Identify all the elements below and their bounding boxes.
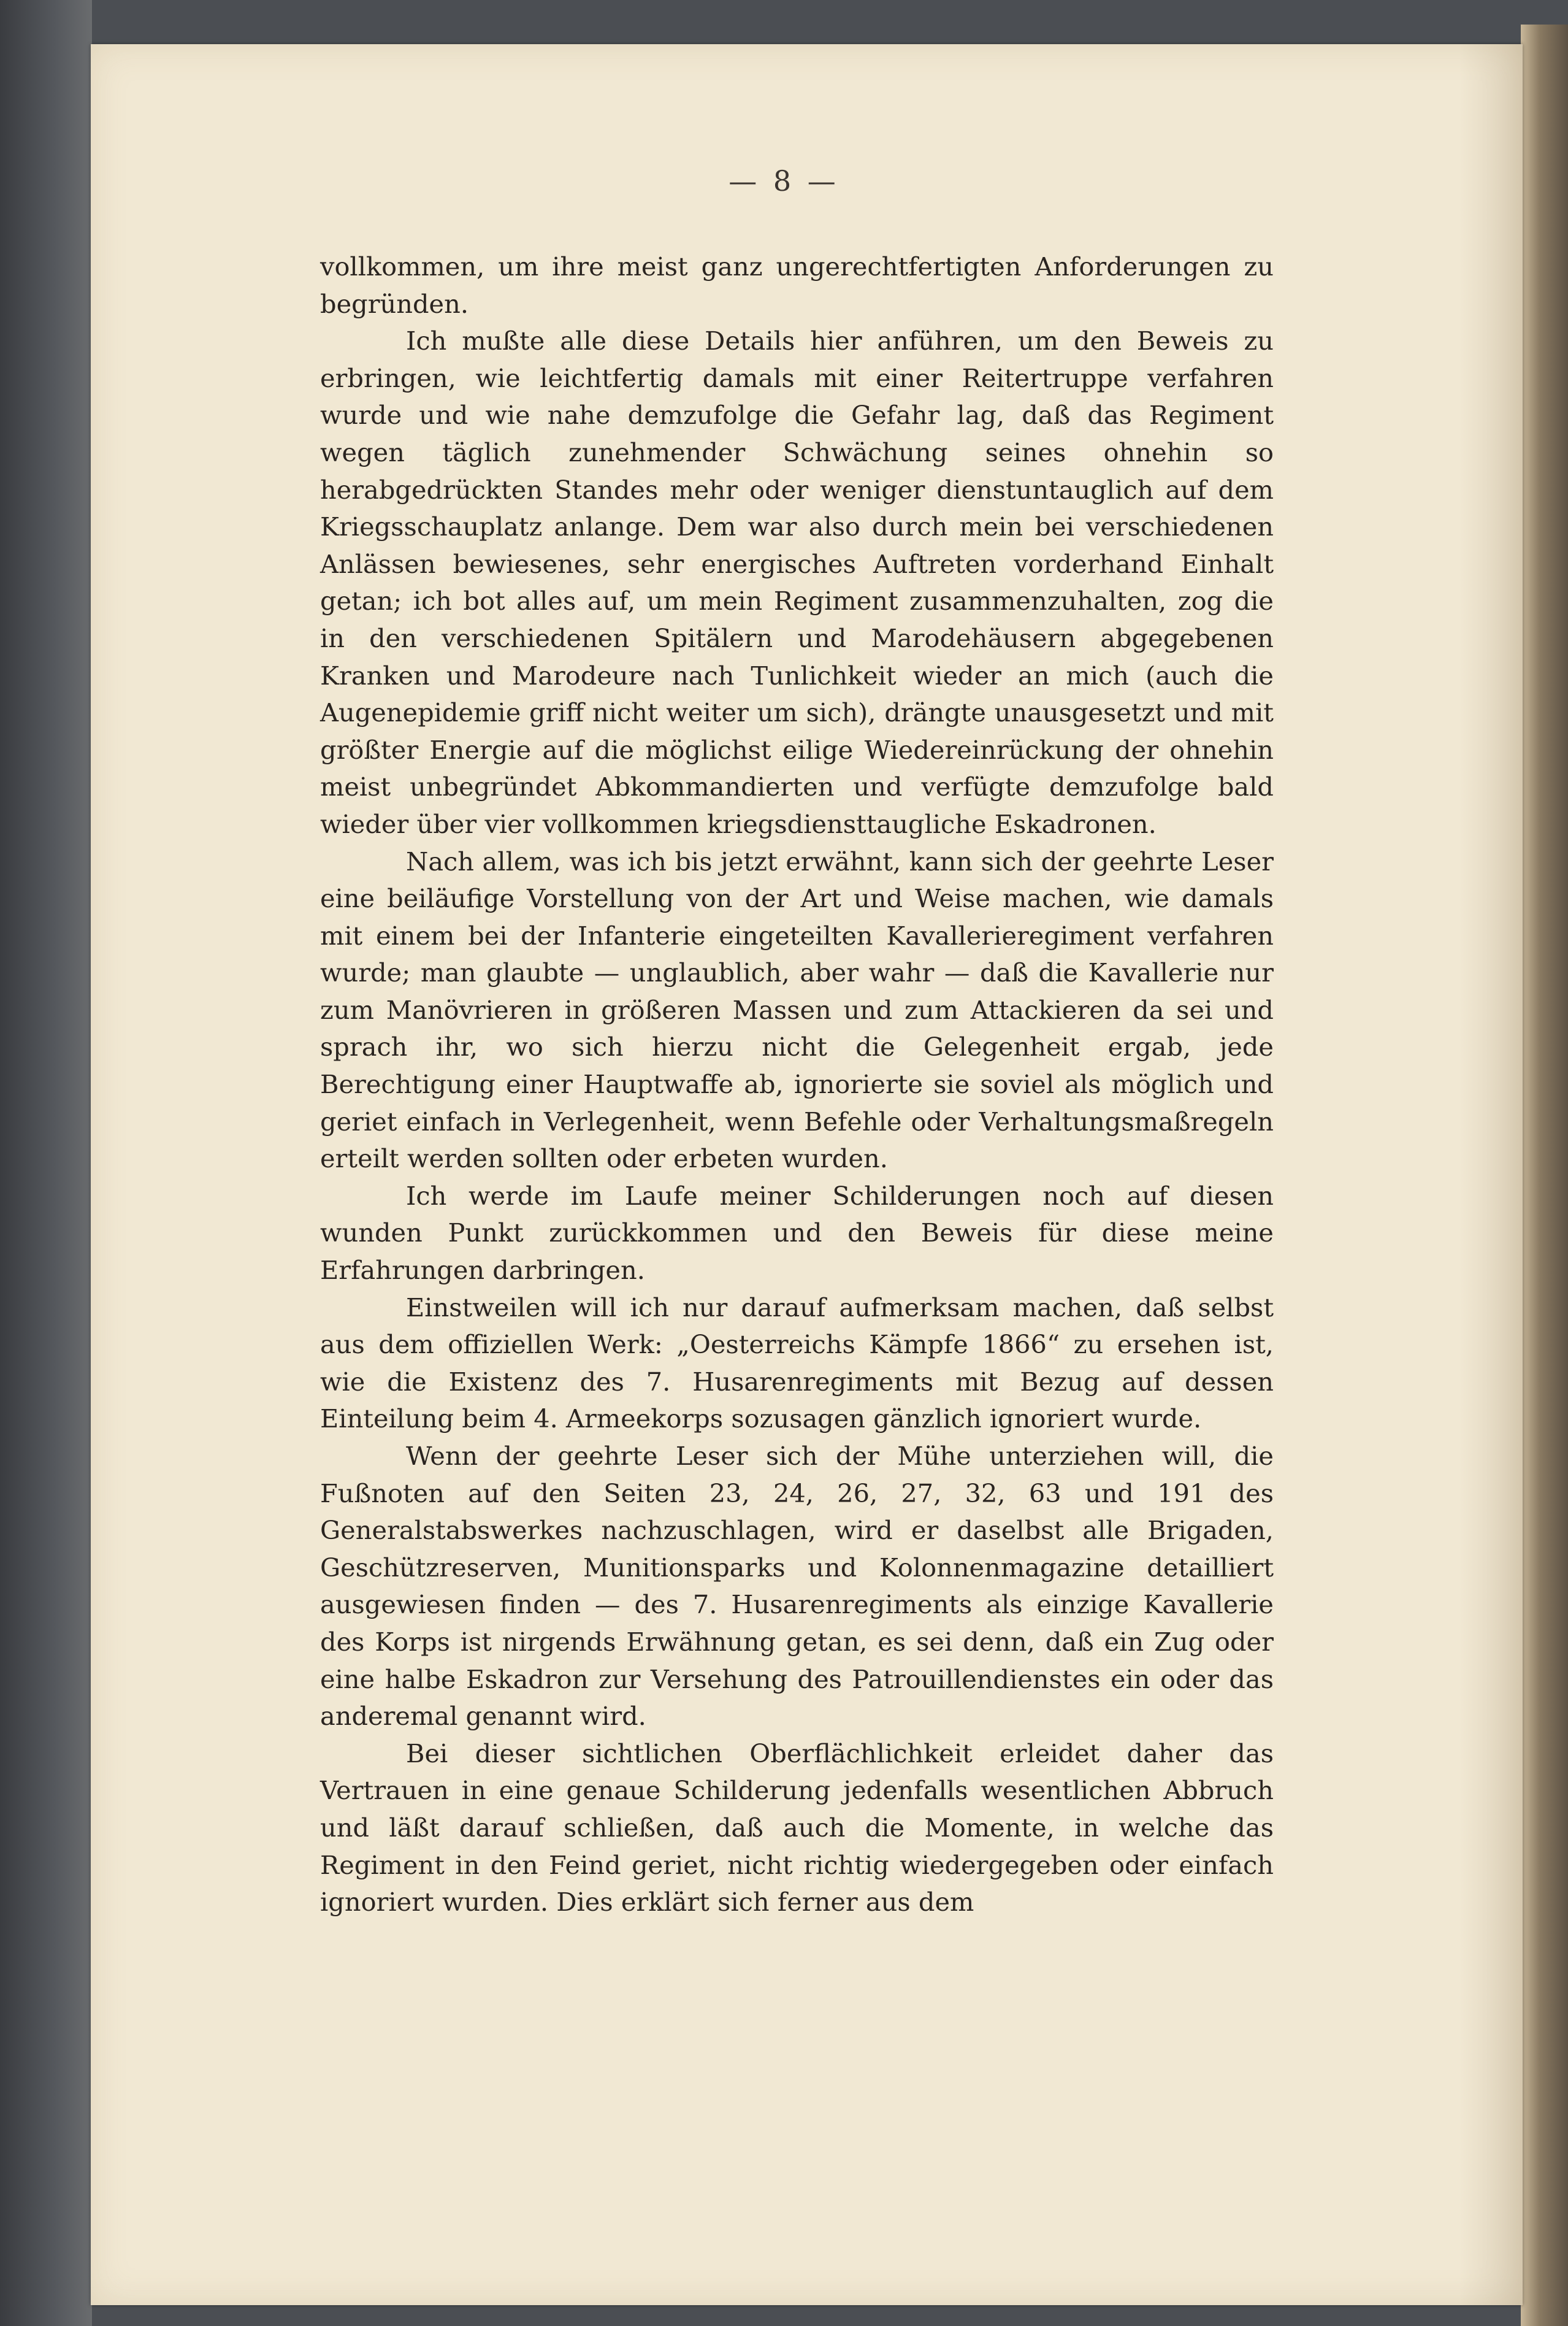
paragraph: Bei dieser sichtlichen Oberflächlichkeit erleidet daher das Vertrauen in eine genaue Schilderung jedenfalls wesentlichen Abbruch und läßt darauf schließen, daß auch die Momente, in welche das Regiment in den Feind geriet, nicht richtig wiedergegeben oder einfach ignoriert wurden. Dies erklärt sich ferner aus dem: [320, 1738, 1274, 1917]
paragraph: Ich mußte alle diese Details hier anführen, um den Beweis zu erbringen, wie leichtfertig damals mit einer Reitertruppe verfahren wurde und wie nahe demzufolge die Gefahr lag, daß das Regiment wegen täglich zunehmender Schwächung seines ohnehin so herabgedrückten Standes mehr oder weniger dienstuntauglich auf dem Kriegsschauplatz anlange. Dem war also durch mein bei verschiedenen Anlässen bewiesenes, sehr energisches Auftreten vorderhand Einhalt getan; ich bot alles auf, um mein Regiment zusammenzuhalten, zog die in den verschiedenen Spitälern und Marodehäusern abgegebenen Kranken und Marodeure nach Tunlichkeit wieder an mich (auch die Augenepidemie griff nicht weiter um sich), drängte unausgesetzt und mit größter Energie auf die möglichst eilige Wiedereinrückung der ohnehin meist unbegründet Abkommandierten und verfügte demzufolge bald wieder über vier vollkommen kriegsdiensttaugliche Eskadronen.: [320, 326, 1274, 839]
book-cover-edge: [0, 0, 92, 2326]
paragraph: Einstweilen will ich nur darauf aufmerksam machen, daß selbst aus dem offiziellen Werk: „Oesterreichs Kämpfe 1866“ zu ersehen ist, wie die Existenz des 7. Husarenregiments mit Bezug auf dessen Einteilung beim 4. Armeekorps sozusagen gänzlich ignoriert wurde.: [320, 1292, 1274, 1434]
page-stack-edge: [1521, 25, 1568, 2326]
page-number: — 8 —: [729, 164, 839, 198]
spine-shadow: [1459, 44, 1523, 2305]
body-text: [320, 248, 1274, 1921]
paragraph: Nach allem, was ich bis jetzt erwähnt, kann sich der geehrte Leser eine beiläufige Vorstellung von der Art und Weise machen, wie damals mit einem bei der Infanterie eingeteilten Kavallerieregiment verfahren wurde; man glaubte — unglaublich, aber wahr — daß die Kavallerie nur zum Manövrieren in größeren Massen und zum Attackieren da sei und sprach ihr, wo sich hierzu nicht die Gelegenheit ergab, jede Berechtigung einer Hauptwaffe ab, ignorierte sie soviel als möglich und geriet einfach in Verlegenheit, wenn Befehle oder Verhaltungsmaßregeln erteilt werden sollten oder erbeten wurden.: [320, 846, 1274, 1174]
paragraph: Wenn der geehrte Leser sich der Mühe unterziehen will, die Fußnoten auf den Seiten 23, 24, 26, 27, 32, 63 und 191 des Generalstabswerkes nachzuschlagen, wird er daselbst alle Brigaden, Geschützreserven, Munitionsparks und Kolonnenmagazine detailliert ausgewiesen finden — des 7. Husarenregiments als einzige Kavallerie des Korps ist nirgends Erwähnung getan, es sei denn, daß ein Zug oder eine halbe Eskadron zur Versehung des Patrouillendienstes ein oder das anderemal genannt wird.: [320, 1441, 1274, 1732]
paragraph: vollkommen, um ihre meist ganz ungerechtfertigten Anforderungen zu begründen.: [320, 251, 1274, 319]
paragraph: Ich werde im Laufe meiner Schilderungen noch auf diesen wunden Punkt zurückkommen und den Beweis für diese meine Erfahrungen darbringen.: [320, 1180, 1274, 1286]
